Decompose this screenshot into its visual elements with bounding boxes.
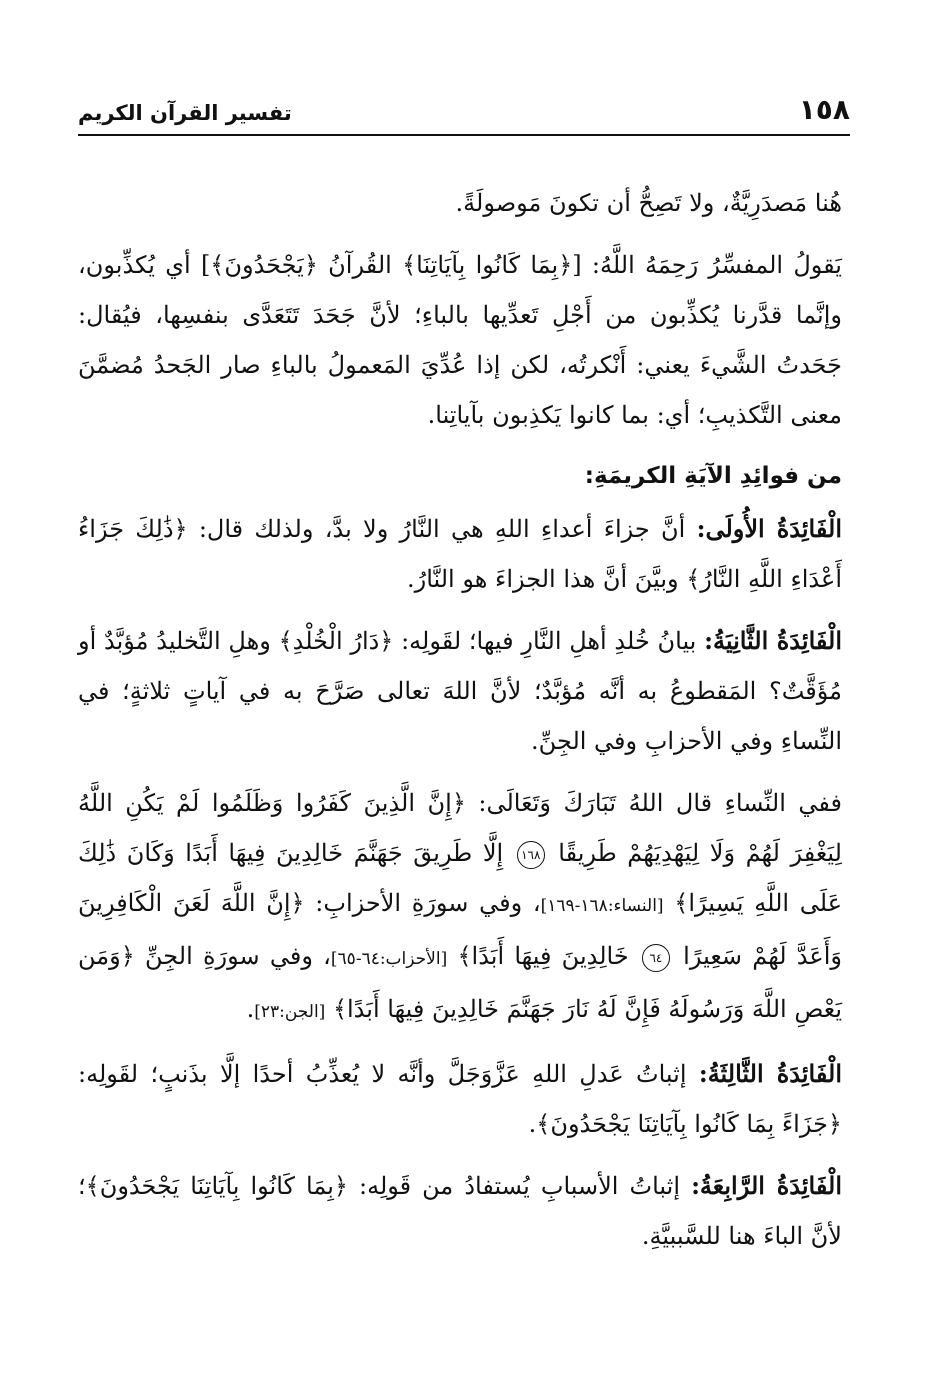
benefit-1-label: الْفَائِدَةُ الأُولَى: — [696, 514, 842, 543]
verse-number-marker: ٦٤ — [642, 944, 670, 972]
benefit-4-label: الْفَائِدَةُ الرَّابِعَةُ: — [691, 1171, 842, 1200]
nisa-verse-part-1: ففي النِّساءِ قال اللهُ تَبَارَكَ وَتَعَالَى: ﴿إِنَّ الَّذِينَ كَفَرُوا وَظَلَمُوا لَمْ يَكُنِ اللَّهُ لِيَغْفِرَ لَهُمْ وَلَا لِيَهْدِيَهُمْ طَرِيقًا — [78, 789, 842, 867]
ahzab-verse-part-2: خَالِدِينَ فِيهَا أَبَدًا﴾ — [457, 942, 629, 970]
ahzab-reference: [الأحزاب:٦٤-٦٥] — [330, 949, 448, 969]
benefit-2-label: الْفَائِدَةُ الثَّانِيَةُ: — [704, 626, 843, 655]
verses-end: . — [246, 995, 255, 1023]
verses-paragraph — [78, 778, 842, 1037]
benefit-3-text: إثباتُ عَدلِ اللهِ عَزَّوَجَلَّ وأنَّه لا يُعذِّبُ أحدًا إلَّا بذَنبٍ؛ لقَولِه: ﴿جَزَاءً بِمَا كَانُوا بِآيَاتِنَا يَجْحَدُونَ﴾. — [78, 1060, 842, 1138]
benefit-4-text: إثباتُ الأسبابِ يُستفادُ من قَولِه: ﴿بِمَا كَانُوا بِآيَاتِنَا يَجْحَدُونَ﴾؛ لأنَّ الباءَ هنا للسَّببيَّةِ. — [78, 1172, 842, 1250]
benefit-2 — [78, 616, 842, 766]
benefit-1 — [78, 504, 842, 604]
jinn-reference: [الجن:٢٣] — [254, 1002, 326, 1022]
benefit-3-label: الْفَائِدَةُ الثَّالِثَةُ: — [698, 1059, 842, 1088]
benefit-1-text: أنَّ جزاءَ أعداءِ اللهِ هي النَّارُ ولا بدَّ، ولذلك قال: ﴿ذَٰلِكَ جَزَاءُ أَعْدَاءِ اللَّهِ النَّارُ﴾ وبيَّنَ أنَّ هذا الجزاءَ هو النَّارُ. — [78, 515, 842, 593]
running-title: تفسير القرآن الكريم — [78, 101, 292, 125]
verse-number-marker: ١٦٨ — [517, 841, 545, 869]
ahzab-verse-part-1: ، وفي سورَةِ الأحزابِ: ﴿إِنَّ اللَّهَ لَعَنَ الْكَافِرِينَ وَأَعَدَّ لَهُمْ سَعِيرًا — [78, 889, 842, 970]
paragraph-1: هُنا مَصدَرِيَّةٌ، ولا تَصِحُّ أن تكونَ مَوصولَةً. — [455, 189, 842, 217]
header-divider — [78, 134, 850, 136]
benefit-3 — [78, 1049, 842, 1149]
nisa-reference: [النساء:١٦٨-١٦٩] — [540, 896, 664, 916]
benefit-4 — [78, 1161, 842, 1261]
page-body — [78, 178, 842, 1273]
paragraph-commentary: يَقولُ المفسِّرُ رَحِمَهُ اللَّهُ: [﴿بِمَا كَانُوا بِآيَاتِنَا﴾ القُرآنُ ﴿يَجْحَدُونَ﴾] أي يُكذِّبون، وإنَّما قدَّرنا يُكذِّبون من أَجْلِ تَعدِّيها بالباءِ؛ لأنَّ جَحَدَ تَتَعَدَّى بنفسِها، فيُقال: جَحَدتُ الشَّيءَ يعني: أَنْكرتُه، لكن إذا عُدِّيَ المَعمولُ بالباءِ صار الجَحدُ مُضمَّنَ معنى التَّكذيبِ؛ أي: بما كانوا يَكذِبون بآياتِنا. — [78, 251, 842, 429]
nisa-verse-part-2: إِلَّا طَرِيقَ جَهَنَّمَ خَالِدِينَ فِيهَا أَبَدًا وَكَانَ ذَٰلِكَ عَلَى اللَّهِ يَسِيرًا﴾ — [78, 839, 843, 917]
benefit-2-text: بيانُ خُلدِ أهلِ النَّارِ فيها؛ لقَولِه: ﴿دَارُ الْخُلْدِ﴾ وهلِ التَّخليدُ مُؤبَّدٌ أو مُؤَقَّتٌ؟ المَقطوعُ به أنَّه مُؤبَّدٌ؛ لأنَّ اللهَ تعالى صَرَّحَ به في آياتٍ ثلاثةٍ؛ في النِّساءِ وفي الأحزابِ وفي الجِنِّ. — [78, 627, 842, 755]
jinn-verse: ، وفي سورَةِ الجِنِّ ﴿وَمَن يَعْصِ اللَّهَ وَرَسُولَهُ فَإِنَّ لَهُ نَارَ جَهَنَّمَ خَالِدِينَ فِيهَا أَبَدًا﴾ — [78, 942, 842, 1023]
section-heading: من فوائِدِ الآيَةِ الكريمَةِ: — [584, 463, 842, 489]
page-number: ١٥٨ — [798, 93, 850, 126]
page-header — [78, 92, 850, 138]
